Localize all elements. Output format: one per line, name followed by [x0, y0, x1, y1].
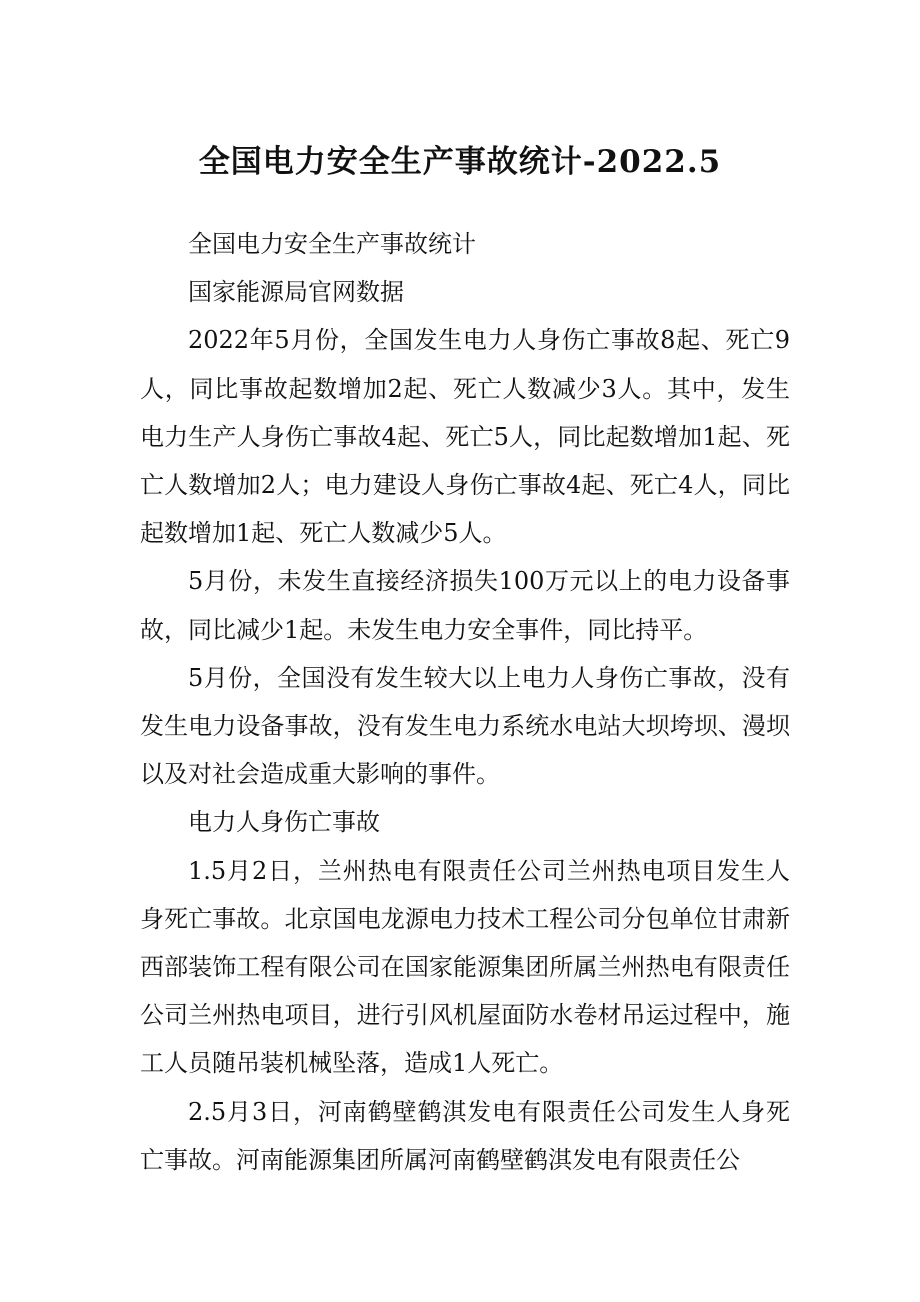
incident-2-paragraph: 2.5月3日，河南鹤壁鹤淇发电有限责任公司发生人身死亡事故。河南能源集团所属河南鹤壁鹤淇发电有限责任公 [140, 1097, 790, 1174]
summary-paragraph: 2022年5月份，全国发生电力人身伤亡事故8起、死亡9人，同比事故起数增加2起、死亡人数减少3人。其中，发生电力生产人身伤亡事故4起、死亡5人，同比起数增加1起、死亡人数增加2人；电力建设人身伤亡事故4起、死亡4人，同比起数增加1起、死亡人数减少5人。 [140, 326, 790, 548]
major-accident-paragraph: 5月份，全国没有发生较大以上电力人身伤亡事故，没有发生电力设备事故，没有发生电力系统水电站大坝垮坝、漫坝以及对社会造成重大影响的事件。 [140, 663, 790, 789]
equipment-paragraph: 5月份，未发生直接经济损失100万元以上的电力设备事故，同比减少1起。未发生电力安全事件，同比持平。 [140, 567, 790, 644]
document-title: 全国电力安全生产事故统计-2022.5 [198, 144, 722, 180]
document-body [140, 220, 790, 1184]
incident-1-paragraph: 1.5月2日，兰州热电有限责任公司兰州热电项目发生人身死亡事故。北京国电龙源电力技术工程公司分包单位甘肃新西部装饰工程有限公司在国家能源集团所属兰州热电有限责任公司兰州热电项目，进行引风机屋面防水卷材吊运过程中，施工人员随吊装机械坠落，造成1人死亡。 [140, 856, 790, 1078]
source-paragraph: 国家能源局官网数据 [188, 278, 404, 307]
subtitle-paragraph: 全国电力安全生产事故统计 [188, 230, 476, 258]
section-heading: 电力人身伤亡事故 [188, 808, 380, 837]
